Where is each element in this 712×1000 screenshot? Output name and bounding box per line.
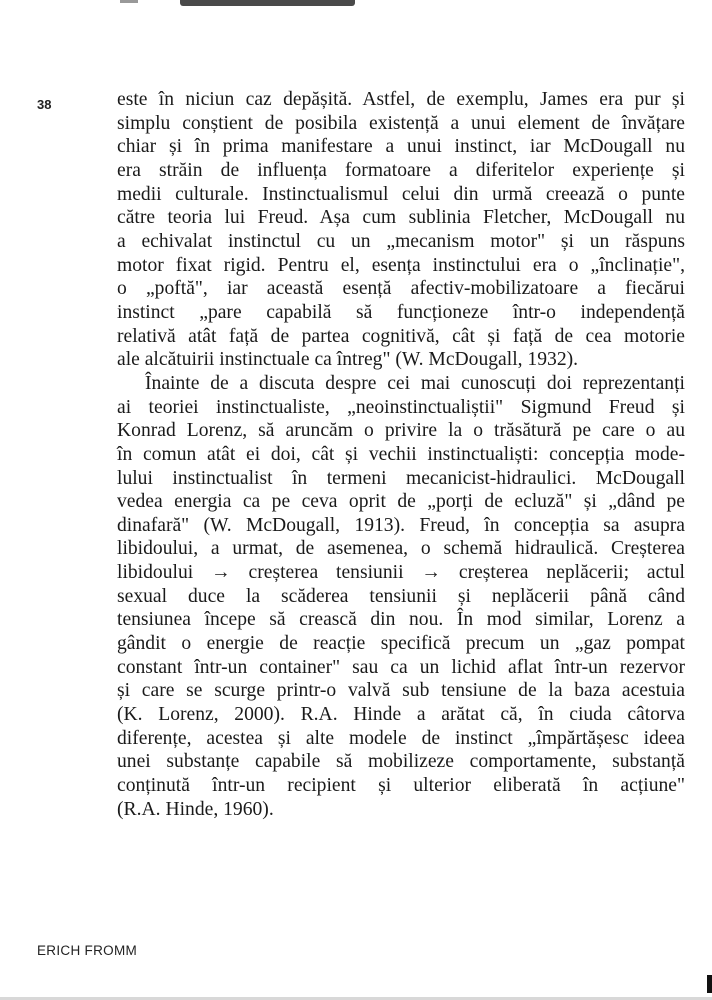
text-line: libidoului, a urmat, de asemenea, o schemă hidraulică. Creșterea bbox=[117, 538, 685, 560]
text-line: simplu conștient de posibila existență a unui element de învățare bbox=[117, 112, 685, 134]
text-line: tensiunea începe să crească din nou. În mod similar, Lorenz a bbox=[117, 609, 685, 631]
text-line: Înainte de a discuta despre cei mai cunoscuți doi reprezentanți bbox=[145, 372, 685, 394]
text-line: către teoria lui Freud. Așa cum sublinia Fletcher, McDougall nu bbox=[117, 207, 685, 229]
text-line: Konrad Lorenz, să aruncăm o privire la o trăsătură pe care o au bbox=[117, 420, 685, 442]
text-line: unei substanțe capabile să mobilizeze comportamente, substanță bbox=[117, 751, 685, 773]
text-line: și care se scurge printr-o valvă sub tensiune de la baza acestuia bbox=[117, 680, 685, 702]
text-line: este în niciun caz depășită. Astfel, de exemplu, James era pur și bbox=[117, 89, 685, 110]
text-line: dinafară" (W. McDougall, 1913). Freud, în concepția sa asupra bbox=[117, 514, 685, 536]
text-line: (K. Lorenz, 2000). R.A. Hinde a arătat că, în ciuda câtorva bbox=[117, 704, 685, 726]
running-footer-author: ERICH FROMM bbox=[37, 943, 138, 958]
scan-artifact bbox=[120, 0, 138, 3]
text-line: libidoului → creșterea tensiunii → creșterea neplăcerii; actul bbox=[117, 562, 685, 584]
body-text bbox=[117, 88, 685, 821]
text-line: chiar și în prima manifestare a unui instinct, iar McDougall nu bbox=[117, 136, 685, 158]
text-line: lului instinctualist în termeni mecanicist-hidraulici. McDougall bbox=[117, 467, 685, 489]
text-line: ai teoriei instinctualiste, „neoinstinctualiștii" Sigmund Freud și bbox=[117, 396, 685, 418]
scan-artifact bbox=[707, 975, 712, 993]
text-line: vedea energia ca pe ceva oprit de „porți de ecluză" și „dând pe bbox=[117, 491, 685, 513]
scan-artifact bbox=[180, 0, 355, 6]
text-line: (R.A. Hinde, 1960). bbox=[117, 798, 274, 820]
text-line: în comun atât ei doi, cât și vechii instinctualiști: concepția mode- bbox=[117, 443, 685, 465]
text-line: o „poftă", iar această esență afectiv-mobilizatoare a fiecărui bbox=[117, 278, 685, 300]
text-line: motor fixat rigid. Pentru el, esența instinctului era o „înclinație", bbox=[117, 254, 685, 276]
text-line: a echivalat instinctul cu un „mecanism motor" și un răspuns bbox=[117, 230, 685, 252]
text-line: era străin de influența formatoare a diferitelor experiențe și bbox=[117, 159, 685, 181]
text-line: constant într-un container" sau ca un lichid aflat într-un rezervor bbox=[117, 656, 685, 678]
text-line: instinct „pare capabilă să funcționeze într-o independență bbox=[117, 301, 685, 323]
text-line: sexual duce la scăderea tensiunii și neplăcerii până când bbox=[117, 585, 685, 607]
text-line: medii culturale. Instinctualismul celui din urmă creează o punte bbox=[117, 183, 685, 205]
text-line: conținută într-un recipient și ulterior eliberată în acțiune" bbox=[117, 775, 685, 797]
text-line: relativă atât față de partea cognitivă, cât și față de cea motorie bbox=[117, 325, 685, 347]
page-number: 38 bbox=[37, 97, 52, 112]
text-line: ale alcătuirii instinctuale ca întreg" (W. McDougall, 1932). bbox=[117, 349, 579, 371]
text-line: diferențe, acestea și alte modele de instinct „împărtășesc ideea bbox=[117, 727, 685, 749]
text-line: gândit o energie de reacție specifică precum un „gaz pompat bbox=[117, 633, 685, 655]
